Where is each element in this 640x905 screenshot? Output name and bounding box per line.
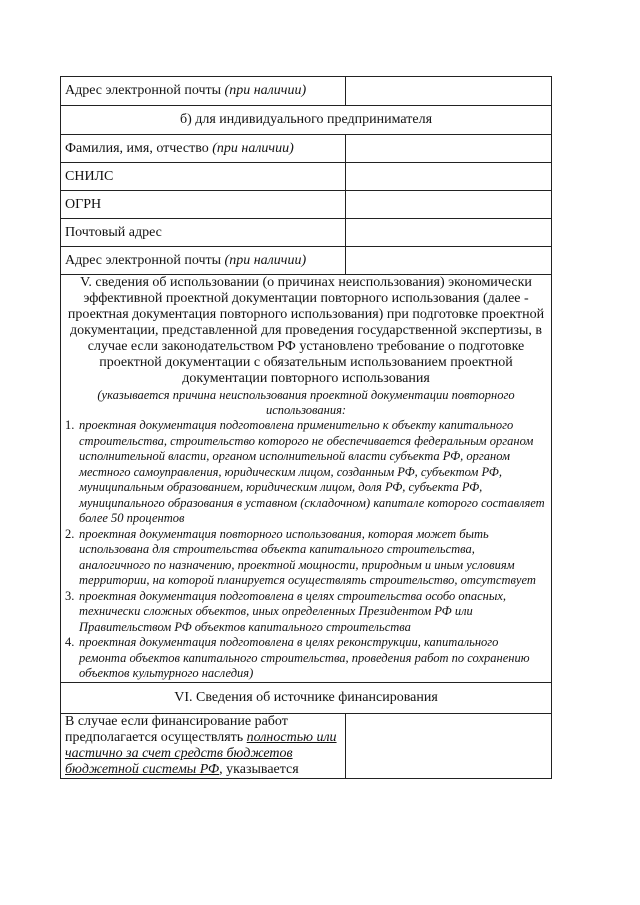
financing-field[interactable] (346, 713, 552, 778)
financing-label: В случае если финансирование работ предполагается осуществлять полностью или частично за счет средств бюджетов бюджетной системы РФ, указывается (61, 713, 346, 778)
email-label: Адрес электронной почты (при наличии) (61, 77, 346, 106)
section-v-row (61, 275, 552, 683)
postal-address-label: Почтовый адрес (61, 219, 346, 247)
section-v-block[interactable] (61, 275, 552, 683)
section-b-title: б) для индивидуального предпринимателя (61, 106, 552, 135)
section-header-row (61, 682, 552, 713)
table-row (61, 191, 552, 219)
ogrn-field[interactable] (346, 191, 552, 219)
list-item: 4. проектная документация подготовлена в целях реконструкции, капитального ремонта объектов капитального строительства, проведения работ по сохранению объектов культурного наследия) (65, 635, 530, 680)
ogrn-label: ОГРН (61, 191, 346, 219)
full-name-label: Фамилия, имя, отчество (при наличии) (61, 135, 346, 163)
section-vi-title: VI. Сведения об источнике финансирования (61, 682, 552, 713)
ip-email-field[interactable] (346, 247, 552, 275)
table-row (61, 163, 552, 191)
table-row (61, 77, 552, 106)
table-row (61, 135, 552, 163)
reasons-list (65, 418, 547, 682)
table-row (61, 219, 552, 247)
table-row (61, 713, 552, 778)
application-form-table (60, 76, 552, 779)
section-v-note: (указывается причина неиспользования проектной документации повторного использования: (97, 388, 515, 417)
postal-address-field[interactable] (346, 219, 552, 247)
section-header-row (61, 106, 552, 135)
email-field[interactable] (346, 77, 552, 106)
list-item: 2. проектная документация повторного использования, которая может быть использована для строительства объекта капитального строительства, аналогичного по назначению, проектной мощности, природным и иным условиям территории, на которой планируется осуществлять строительство, отсутствует (65, 526, 536, 587)
full-name-field[interactable] (346, 135, 552, 163)
snils-label: СНИЛС (61, 163, 346, 191)
list-item: 1. проектная документация подготовлена применительно к объекту капитального строительства, строительство которого не обеспечивается федеральным органом исполнительной власти, органом исполнительной власти субъекта РФ, органом местного самоуправления, юридическим лицом, созданным РФ, субъектом РФ, муниципальным образованием, юридическим лицом, доля РФ, субъекта РФ, муниципального образования в уставном (складочном) капитале которого составляет более 50 процентов (65, 418, 545, 525)
snils-field[interactable] (346, 163, 552, 191)
table-row (61, 247, 552, 275)
list-item: 3. проектная документация подготовлена в целях строительства особо опасных, технически сложных объектов, иных определенных Президентом РФ или Правительством РФ объектов капитального строительства (65, 588, 507, 634)
section-v-title: V. сведения об использовании (о причинах неиспользования) экономически эффективной проектной документации повторного использования (далее - проектная документация повторного использования) при подготовке проектной документации, представленной для проведения государственной экспертизы, в случае если законодательством РФ установлено требование о подготовке проектной документации с обязательным использованием проектной документации повторного использования (67, 275, 545, 386)
ip-email-label: Адрес электронной почты (при наличии) (61, 247, 346, 275)
